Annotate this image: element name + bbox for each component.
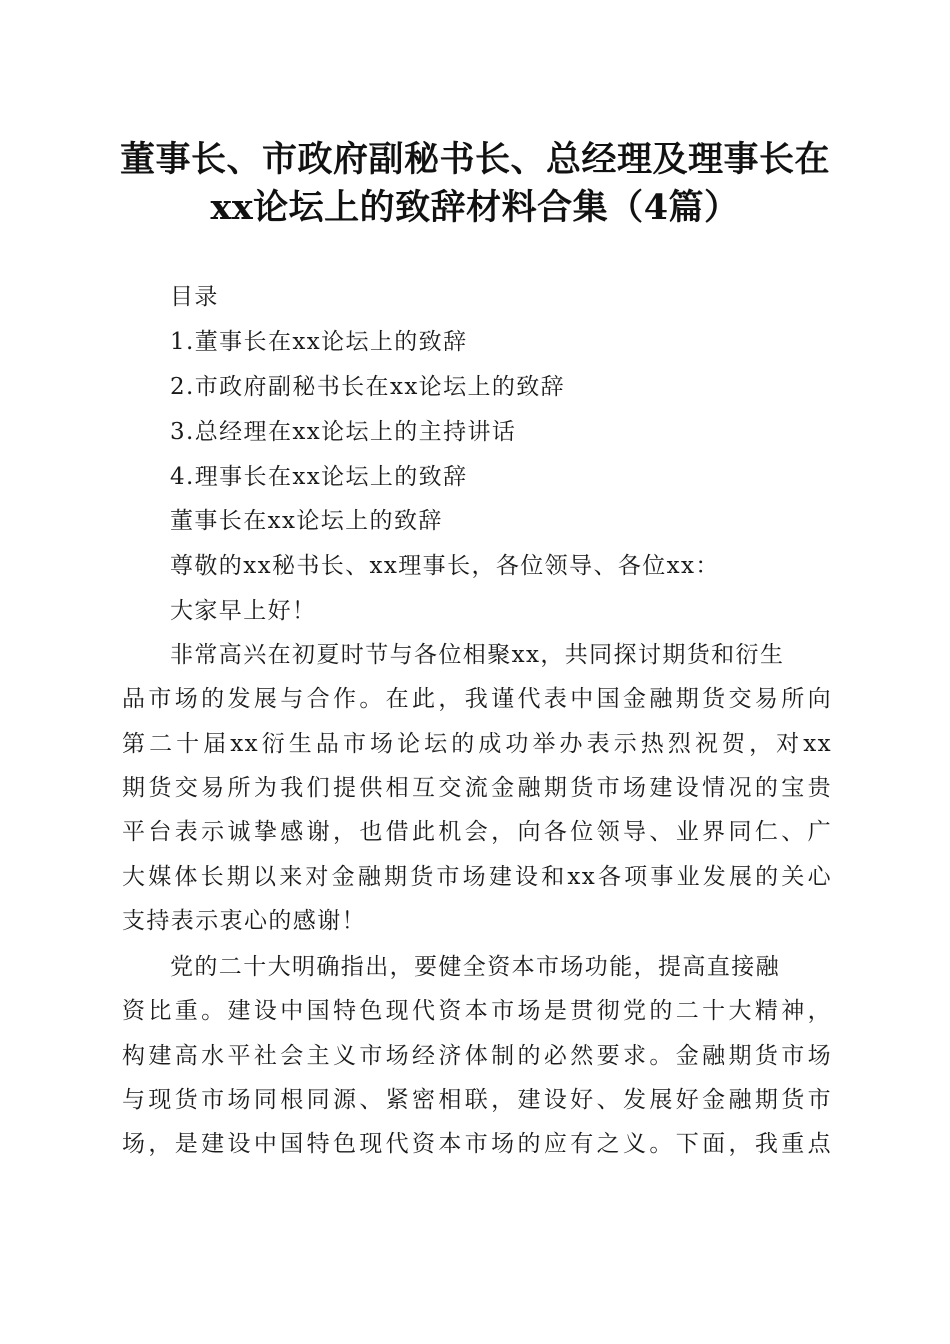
document-title-line-1: 董事长、市政府副秘书长、总经理及理事长在 [119, 139, 830, 180]
paragraph-1-line-1: 非常高兴在初夏时节与各位相聚xx，共同探讨期货和衍生 [170, 642, 785, 668]
paragraph-1-line-4: 期货交易所为我们提供相互交流金融期货市场建设情况的宝贵 [122, 775, 832, 801]
toc-item-2: 2.市政府副秘书长在xx论坛上的致辞 [170, 374, 566, 400]
salutation: 尊敬的xx秘书长、xx理事长，各位领导、各位xx： [170, 553, 720, 579]
paragraph-2-line-1: 党的二十大明确指出，要健全资本市场功能，提高直接融 [170, 954, 780, 980]
document-title-line-2: xx论坛上的致辞材料合集（4篇） [210, 187, 740, 228]
toc-item-4: 4.理事长在xx论坛上的致辞 [170, 464, 468, 490]
paragraph-1-line-3: 第二十届xx衍生品市场论坛的成功举办表示热烈祝贺，对xx [122, 731, 832, 757]
paragraph-1-line-7: 支持表示衷心的感谢！ [122, 908, 366, 934]
paragraph-1-line-6: 大媒体长期以来对金融期货市场建设和xx各项事业发展的关心 [122, 864, 832, 890]
paragraph-2-line-4: 与现货市场同根同源、紧密相联，建设好、发展好金融期货市 [122, 1087, 832, 1113]
toc-heading: 目录 [170, 284, 219, 310]
paragraph-1-line-5: 平台表示诚挚感谢，也借此机会，向各位领导、业界同仁、广 [122, 819, 832, 845]
toc-item-1: 1.董事长在xx论坛上的致辞 [170, 329, 468, 355]
paragraph-2-line-3: 构建高水平社会主义市场经济体制的必然要求。金融期货市场 [122, 1043, 832, 1069]
section-title: 董事长在xx论坛上的致辞 [170, 508, 443, 534]
toc-item-3: 3.总经理在xx论坛上的主持讲话 [170, 419, 517, 445]
paragraph-2-line-5: 场，是建设中国特色现代资本市场的应有之义。下面，我重点 [122, 1131, 832, 1157]
greeting: 大家早上好！ [170, 598, 317, 624]
paragraph-2-line-2: 资比重。建设中国特色现代资本市场是贯彻党的二十大精神， [122, 998, 832, 1024]
paragraph-1-line-2: 品市场的发展与合作。在此，我谨代表中国金融期货交易所向 [122, 686, 832, 712]
